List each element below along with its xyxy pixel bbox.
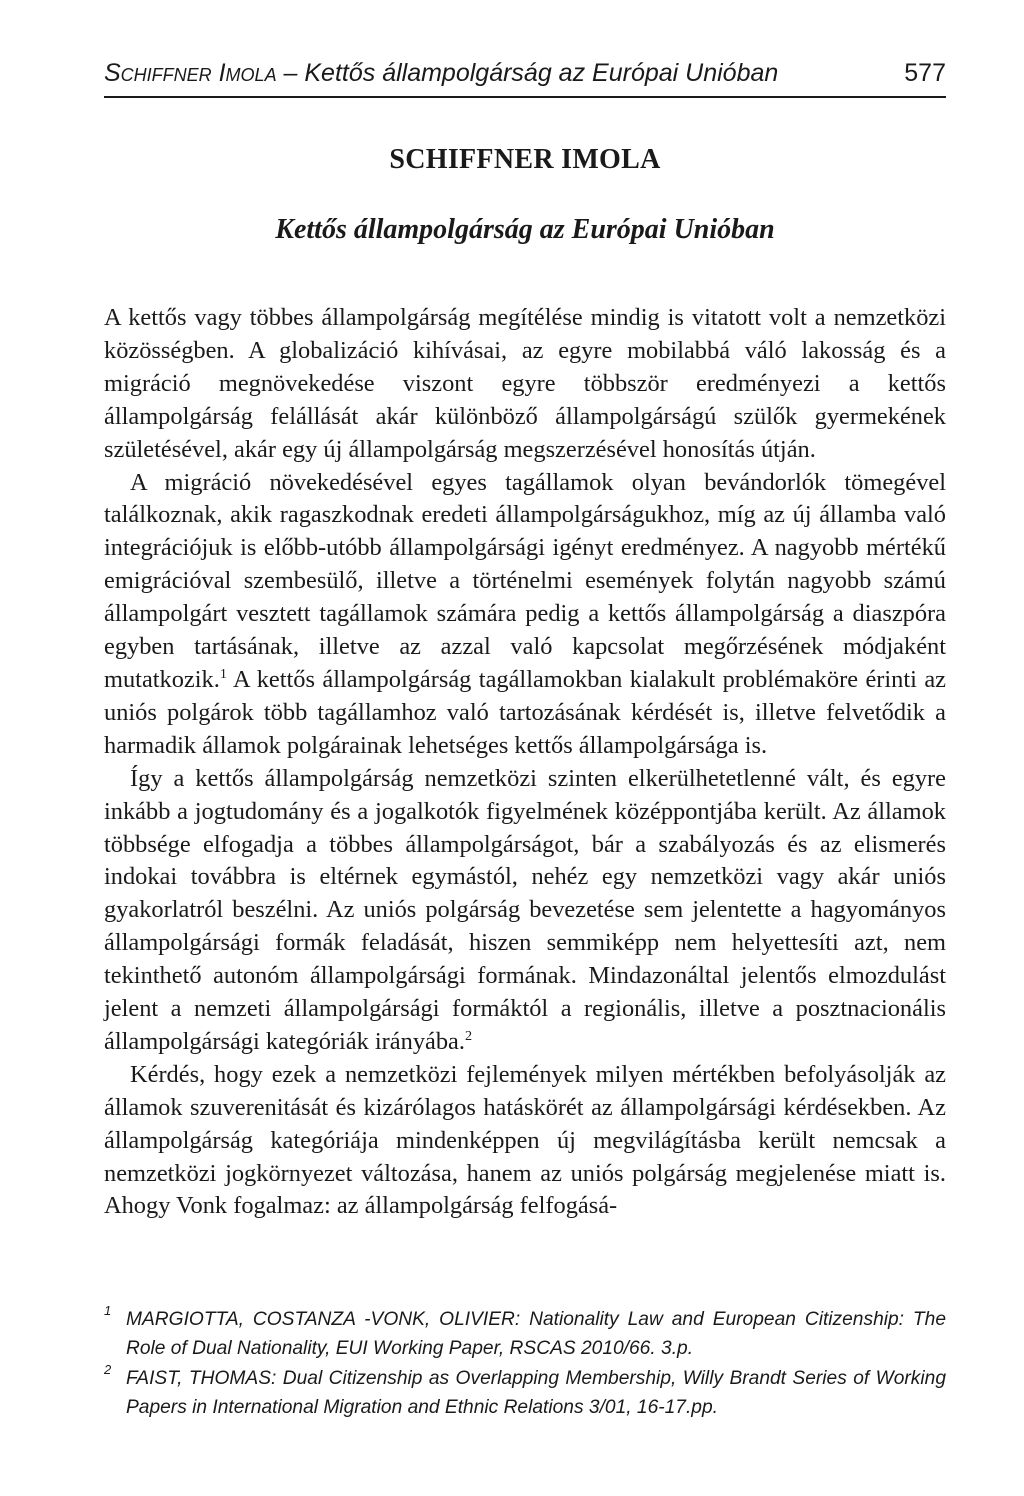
running-head: [104, 56, 946, 90]
paragraph-4: [104, 1059, 946, 1224]
paragraph-3: [104, 763, 946, 1059]
footnote-2: [104, 1362, 946, 1422]
paragraph-text-continued: A kettős állampolgárság tagállamokban kialakult problémaköre érinti az uniós polgárok több tagállamhoz való tartozásának kérdését is, illetve felvetődik a harmadik államok polgárainak lehetséges kettős állampolgársága is.: [104, 665, 946, 759]
running-head-title: Kettős állampolgárság az Európai Unióban: [304, 59, 779, 87]
running-head-author: Schiffner Imola: [104, 59, 277, 87]
article-title: Kettős állampolgárság az Európai Unióban: [275, 214, 775, 245]
page-number: 577: [904, 59, 946, 87]
footnote-mark: 1: [104, 1303, 112, 1318]
paragraph-text: Így a kettős állampolgárság nemzetközi szinten elkerülhetetlenné vált, és egyre inkább a jogtudomány és a jogalkotók figyelmének középpontjába került. Az államok többsége elfogadja a többes állampolgárságot, bár a szabályozás és az elismerés indokai továbbra is eltérnek egymástól, nehéz egy nemzetközi vagy akár uniós gyakorlatról beszélni. Az uniós polgárság bevezetése sem jelentette a hagyományos állampolgársági formák feladását, hiszen semmiképp nem helyettesíti azt, nem tekinthető autonóm állampolgársági formának. Mindazonáltal jelentős elmozdulást jelent a nemzeti állampolgársági formáktól a regionális, illetve a posztnacionális állampolgársági kategóriák irányába.: [104, 764, 946, 1055]
footnote-text: FAIST, THOMAS: Dual Citizenship as Overlapping Membership, Willy Brandt Series of Working Papers in International Migration and Ethnic Relations 3/01, 16-17.pp.: [126, 1368, 946, 1418]
footnote-mark: 2: [104, 1362, 112, 1377]
header-rule: [104, 96, 946, 98]
paragraph-1: [104, 302, 946, 467]
paragraph-text: Kérdés, hogy ezek a nemzetközi fejlemények milyen mértékben befolyásolják az államok szuverenitását és kizárólagos hatáskörét az állampolgársági kérdésekben. Az állampolgárság kategóriája mindenképpen új megvilágításba került nemcsak a nemzetközi jogkörnyezet változása, hanem az uniós polgárság megjelenése miatt is. Ahogy Vonk fogalmaz: az állampolgárság felfogásá-: [104, 1060, 946, 1220]
paragraph-text: A migráció növekedésével egyes tagállamok olyan bevándorlók tömegével találkoznak, akik ragaszkodnak eredeti állampolgárságukhoz, míg az új államba való integrációjuk is előbb-utóbb állampolgársági igényt eredményez. A nagyobb mértékű emigrációval szembesülő, illetve a történelmi események folytán nagyobb számú állampolgárt vesztett tagállamok számára pedig a kettős állampolgárság a diaszpóra egyben tartásának, illetve az azzal való kapcsolat megőrzésének módjaként mutatkozik.: [104, 468, 946, 693]
footnote-ref-1: 1: [219, 665, 227, 682]
paragraph-2: [104, 467, 946, 763]
footnote-1: [104, 1303, 946, 1363]
article-body: [104, 302, 946, 1223]
article-author: SCHIFFNER IMOLA: [389, 144, 661, 175]
running-head-separator: –: [276, 59, 305, 87]
running-head-left: [104, 56, 778, 90]
footnote-text: MARGIOTTA, COSTANZA -VONK, OLIVIER: Nationality Law and European Citizenship: The Role of Dual Nationality, EUI Working Paper, RSCAS 2010/66. 3.p.: [126, 1309, 946, 1359]
paragraph-text: A kettős vagy többes állampolgárság megítélése mindig is vitatott volt a nemzetközi közösségben. A globalizáció kihívásai, az egyre mobilabbá váló lakosság és a migráció megnövekedése viszont egyre többször eredményezi a kettős állampolgárság felállását akár különböző állampolgárságú szülők gyermekének születésével, akár egy új állampolgárság megszerzésével honosítás útján.: [104, 304, 946, 463]
footnotes: [104, 1303, 946, 1424]
footnote-ref-2: 2: [464, 1027, 473, 1044]
